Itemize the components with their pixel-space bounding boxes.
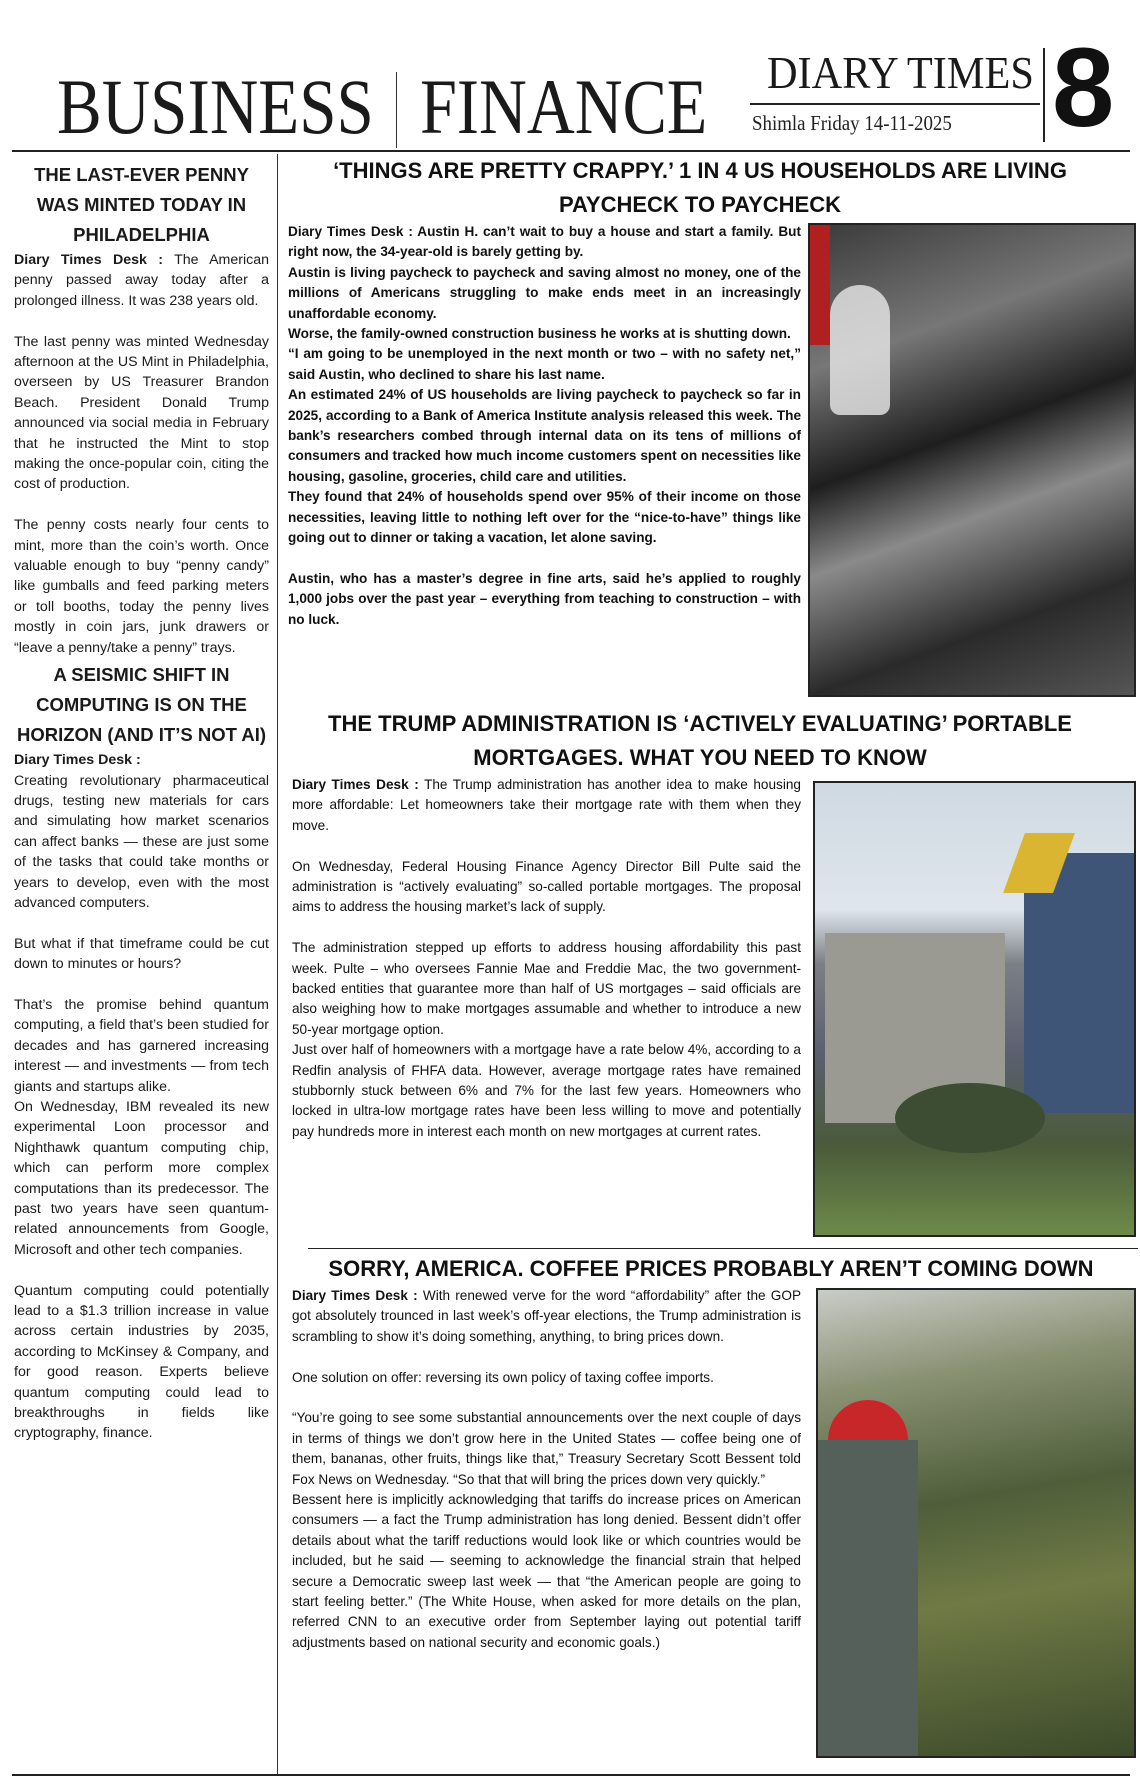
- paragraph: But what if that timeframe could be cut down to minutes or hours?: [14, 935, 269, 973]
- brand-rule: [750, 103, 1040, 105]
- paragraph: One solution on offer: reversing its own policy of taxing coffee imports.: [292, 1369, 714, 1385]
- article-headline: THE LAST-EVER PENNY WAS MINTED TODAY IN PHILADELPHIA: [34, 164, 249, 245]
- footer-rule: [12, 1774, 1130, 1776]
- paragraph: The administration stepped up efforts to address housing affordability this past week. Pulte – who oversees Fannie Mae and Freddie Mac, the two government-backed entities that guarantee more than half of US mortgages – said officials are also weighing how to make mortgages assumable and whether to introduce a new 50-year mortgage option.: [292, 940, 801, 1037]
- picker-figure: [818, 1440, 918, 1758]
- shopping-bag: [830, 285, 890, 415]
- article-headline: SORRY, AMERICA. COFFEE PRICES PROBABLY AREN’T COMING DOWN: [328, 1256, 1094, 1281]
- paragraph: The penny costs nearly four cents to mint, more than the coin’s worth. Once valuable enough to buy “penny candy” like gumballs and feed parking meters or toll booths, today the penny lives mostly in coin jars, junk drawers or “leave a penny/take a penny” trays.: [14, 517, 269, 656]
- desk-label: Diary Times Desk :: [292, 777, 419, 792]
- paragraph: The American penny passed away today after a prolonged illness. It was 238 years old.: [14, 252, 270, 309]
- paragraph: On Wednesday, IBM revealed its new experimental Loon processor and Nighthawk quantum computing chip, which can perform more complex computations than its predecessor. The past two years have seen quantum-related announcements from Google, Microsoft and other tech companies.: [14, 1098, 269, 1258]
- article-body: [292, 1286, 801, 1653]
- paragraph: Quantum computing could potentially lead to a $1.3 trillion increase in value across certain industries by 2035, according to McKinsey & Company, and for good reason. Experts believe quantum computing could lead to breakthroughs in fields like cryptography, finance.: [14, 1282, 269, 1442]
- paragraph: The Trump administration has another idea to make housing more affordable: Let homeowners take their mortgage rate with them when they move.: [292, 777, 801, 833]
- paragraph: Creating revolutionary pharmaceutical drugs, testing new materials for cars and simulating how market scenarios can affect banks — these are just some of the tasks that could take months or years to develop, even with the most advanced computers.: [14, 772, 269, 911]
- article-body: [288, 222, 801, 630]
- dateline: Shimla Friday 14-11-2025: [752, 111, 952, 135]
- page-number: 8: [1052, 25, 1115, 150]
- header-rule: [12, 150, 1130, 152]
- paragraph: That’s the promise behind quantum computing, a field that’s been studied for decades and has garnered increasing interest — and investments — from tech giants and startups alike.: [14, 996, 269, 1095]
- houses-photo: [813, 781, 1136, 1237]
- paragraph: Bessent here is implicitly acknowledging that tariffs do increase prices on American consumers — a fact the Trump administration has long denied. Bessent didn’t offer details about what the tariff reductions would look like or which countries would be included, but he said — seeming to acknowledge the financial strain that helped secure a Democratic sweep last week — that “the American people are going to start feeling better.” (The White House, when asked for more details on the plan, referred CNN to an executive order from September laying out potential tariff adjustments based on national security and economic goals.): [292, 1492, 801, 1650]
- page-number-divider: [1043, 48, 1045, 142]
- paragraph: They found that 24% of households spend over 95% of their income on those necessities, leaving little to nothing left over for the “nice-to-have” things like going out to dinner or taking a vacation, let alone saving.: [288, 489, 801, 546]
- left-column: [14, 160, 269, 1444]
- paragraph: With renewed verve for the word “affordability” after the GOP got absolutely trounced in last week’s off-year elections, the Trump administration is scrambling to show it’s doing something, anything, to bring prices down.: [292, 1288, 802, 1344]
- paragraph: An estimated 24% of US households are living paycheck to paycheck so far in 2025, according to a Bank of America Institute analysis released this week. The bank’s researchers combed through internal data on its tens of millions of consumers and tracked how much income customers spent on necessities like housing, gasoline, groceries, child care and utilities.: [288, 387, 801, 484]
- desk-label: Diary Times Desk :: [292, 1288, 418, 1303]
- paragraph: Austin is living paycheck to paycheck and saving almost no money, one of the millions of Americans struggling to make ends meet in an increasingly unaffordable economy.: [288, 264, 801, 321]
- article-headline: ‘THINGS ARE PRETTY CRAPPY.’ 1 IN 4 US HOUSEHOLDS ARE LIVING PAYCHECK TO PAYCHECK: [333, 158, 1067, 217]
- desk-label: Diary Times Desk :: [14, 252, 163, 268]
- shrub: [895, 1083, 1045, 1153]
- column-divider: [277, 154, 278, 1774]
- paragraph: Just over half of homeowners with a mortgage have a rate below 4%, according to a Redfin analysis of FHFA data. However, average mortgage rates have remained stubbornly stuck between 6% and 7% for the last few years. Homeowners who locked in ultra-low mortgage rates have been less willing to move and potentially pay hundreds more in interest each month on new mortgages at current rates.: [292, 1042, 801, 1139]
- paragraph: Diary Times Desk : Austin H. can’t wait to buy a house and start a family. But right now, the 34-year-old is barely getting by.: [288, 224, 801, 260]
- article-headline: THE TRUMP ADMINISTRATION IS ‘ACTIVELY EVALUATING’ PORTABLE MORTGAGES. WHAT YOU NEED TO KNOW: [328, 711, 1072, 770]
- desk-label: Diary Times Desk :: [14, 752, 141, 769]
- brand-name: DIARY TIMES: [767, 47, 1034, 98]
- title-divider: [396, 72, 397, 148]
- red-coat: [810, 225, 830, 345]
- paragraph: On Wednesday, Federal Housing Finance Agency Director Bill Pulte said the administration is “actively evaluating” so-called portable mortgages. The proposal aims to address the housing market’s lack of supply.: [292, 858, 801, 915]
- section-right: FINANCE: [420, 63, 708, 150]
- article-rule: [308, 1248, 1138, 1249]
- paragraph: Worse, the family-owned construction business he works at is shutting down.: [288, 326, 791, 342]
- article-body: [292, 775, 801, 1142]
- paragraph: “I am going to be unemployed in the next month or two – with no safety net,” said Austin, who declined to share his last name.: [288, 346, 801, 382]
- section-left: BUSINESS: [57, 63, 374, 150]
- paragraph: “You’re going to see some substantial announcements over the next couple of days in terms of things we don’t grow here in the United States — coffee being one of them, bananas, other fruits, things like that,” Treasury Secretary Scott Bessent told Fox News on Wednesday. “So that that will bring the prices down very quickly.”: [292, 1410, 801, 1487]
- paragraph: The last penny was minted Wednesday afternoon at the US Mint in Philadelphia, overseen by US Treasurer Brandon Beach. President Donald Trump announced via social media in February that he instructed the Mint to stop making the once-popular coin, citing the cost of production.: [14, 333, 269, 493]
- coffee-picker-photo: [816, 1288, 1136, 1758]
- paragraph: Austin, who has a master’s degree in fine arts, said he’s applied to roughly 1,000 jobs over the past year – everything from teaching to construction – with no luck.: [288, 570, 801, 627]
- red-cap: [828, 1400, 908, 1445]
- article-headline: A SEISMIC SHIFT IN COMPUTING IS ON THE HORIZON (AND IT’S NOT AI): [16, 664, 267, 746]
- shoppers-photo: [808, 223, 1136, 697]
